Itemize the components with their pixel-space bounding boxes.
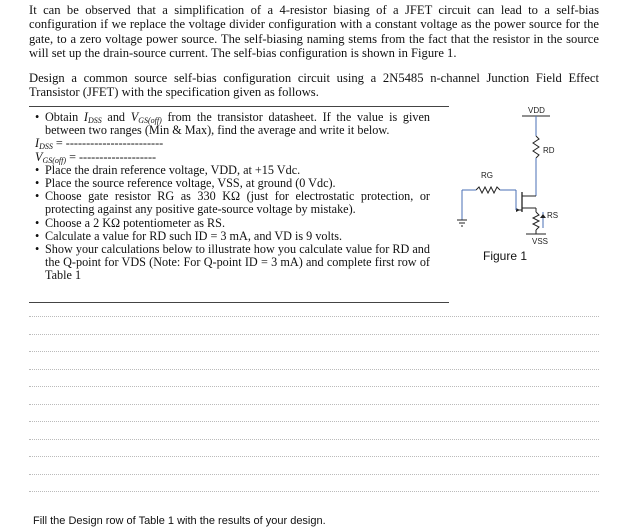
answer-line	[29, 351, 599, 352]
spec-item-rg: • Choose gate resistor RG as 330 KΩ (just for electrostatic protection, or protecting against any positive gate-source voltage by mistake).	[35, 189, 430, 217]
rg-label: RG	[481, 171, 493, 180]
spec-item-rd: • Calculate a value for RD such ID = 3 mA, and VD is 9 volts.	[35, 228, 343, 243]
bullet-icon: •	[35, 176, 40, 191]
bullet-icon: •	[35, 189, 40, 204]
bullet-icon: •	[35, 110, 40, 124]
bullet-icon: •	[35, 228, 40, 243]
spec-item-vss: • Place the source reference voltage, VSS, at ground (0 Vdc).	[35, 176, 336, 191]
design-task-paragraph: Design a common source self-bias configuration circuit using a 2N5485 n-channel Junction Field Effect Transistor (JFET) with the specification given as follows.	[29, 71, 599, 100]
answer-line	[29, 386, 599, 387]
figure-caption: Figure 1	[483, 249, 528, 263]
idss-answer-line: $I_{DSS}$ = ------------------------	[35, 136, 164, 152]
rd-resistor-icon	[533, 136, 539, 158]
answer-line	[29, 491, 599, 492]
answer-line	[29, 421, 599, 422]
bullet-icon: •	[35, 242, 40, 257]
specification-box	[29, 106, 449, 303]
answer-line	[29, 456, 599, 457]
vgsoff-symbol: $V_{GS(off)}$	[130, 110, 162, 125]
spec-item-datasheet: • Obtain $I_{DSS}$ and $V_{GS(off)}$ from the transistor datasheet. If the value is given between two ranges (Min & Max), find the average and write it below.	[35, 110, 430, 138]
rd-label: RD	[543, 146, 555, 155]
answer-area[interactable]	[29, 304, 599, 509]
spec-item-calculations: • Show your calculations below to illustrate how you calculate value for RD and the Q-point for VDS (Note: For Q-point ID = 3 mA) and complete first row of Table 1	[35, 242, 430, 283]
jfet-gate-arrow-icon	[516, 208, 520, 212]
answer-line	[29, 404, 599, 405]
vss-label: VSS	[532, 237, 549, 246]
bullet-icon: •	[35, 215, 40, 230]
answer-line	[29, 439, 599, 440]
rs-wiper-arrow-icon	[540, 214, 546, 218]
bullet-icon: •	[35, 162, 40, 177]
rs-label: RS	[547, 211, 559, 220]
footer-instruction: Fill the Design row of Table 1 with the results of your design.	[33, 515, 326, 527]
spec-item-vdd: • Place the drain reference voltage, VDD, at +15 Vdc.	[35, 162, 301, 177]
answer-line	[29, 474, 599, 475]
idss-symbol: $I_{DSS}$	[83, 110, 102, 125]
self-bias-circuit-diagram	[450, 106, 590, 266]
intro-paragraph: It can be observed that a simplification of a 4-resistor biasing of a JFET circuit can lead to a self-bias configuration if we replace the voltage divider configuration with a constant voltage as the power source for the gate, to a zero voltage power source. The self-biasing naming stems from the fact that the resistor in the source will set up the drain-source current. The self-bias configuration is shown in Figure 1.	[29, 3, 599, 60]
answer-line	[29, 316, 599, 317]
answer-line	[29, 334, 599, 335]
rg-resistor-icon	[476, 187, 500, 193]
vgsoff-answer-line: $V_{GS(off)}$ = -------------------	[35, 149, 157, 165]
vdd-label: VDD	[528, 106, 545, 115]
spec-item-rs: • Choose a 2 KΩ potentiometer as RS.	[35, 215, 225, 230]
rs-potentiometer-icon	[533, 212, 539, 230]
answer-line	[29, 369, 599, 370]
